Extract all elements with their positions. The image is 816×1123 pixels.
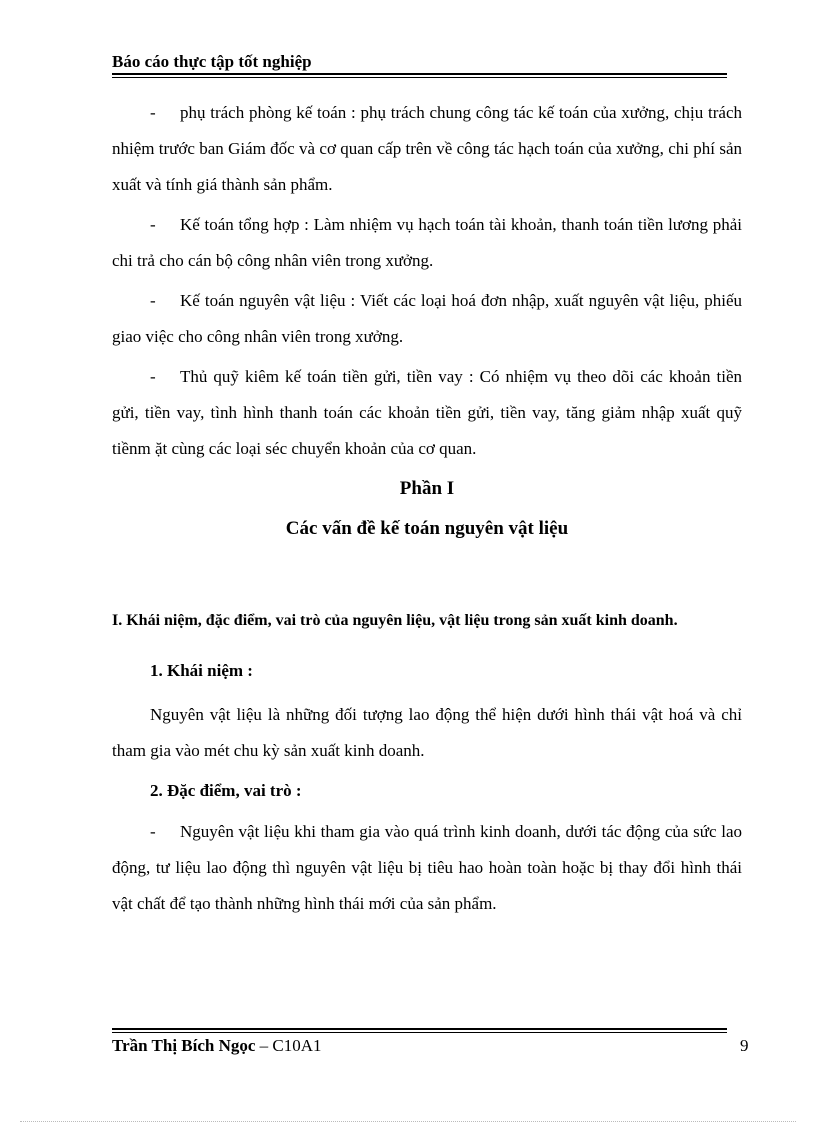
bullet-text-cont: tiền gửi, tiền vay, tình hình thanh toán các khoản tiền gửi, tiền vay, tăng giảm nhập xuất quỹ tiềnm ặt cùng các loại séc chuyển khoản của cơ quan.	[112, 367, 743, 458]
bullet-text: phụ trách phòng kế toán : phụ trách chung công tác kế toán của xưởng,	[180, 103, 670, 122]
bullet-paragraph	[112, 359, 742, 467]
bullet-dash: -	[150, 822, 156, 841]
header-rule-thin	[112, 77, 727, 78]
bullet-text: Kế toán tổng hợp : Làm nhiệm vụ hạch toán tài khoản, thanh toán tiền	[180, 215, 664, 234]
definition-paragraph	[112, 697, 742, 769]
footer-author	[112, 1036, 322, 1056]
footer-separator: –	[255, 1036, 273, 1055]
bullet-dash: -	[150, 291, 156, 310]
page-edge	[20, 1121, 796, 1122]
page-header-title: Báo cáo thực tập tốt nghiệp	[112, 52, 312, 71]
bullet-dash: -	[150, 103, 156, 122]
intro-bullets	[112, 95, 742, 471]
bullet-text-cont: chịu trách nhiệm trước ban Giám đốc và cơ quan cấp trên về công tác hạch toán của xưởng, chi phí sản xuất và tính giá thành sản phẩm.	[112, 103, 742, 194]
bullet-dash: -	[150, 367, 156, 386]
header-rule	[112, 73, 727, 75]
bullet-text: Nguyên vật liệu khi tham gia vào quá trình kinh doanh, dưới tác động của sức lao động, tư liệu lao động thì nguyên vật liệu bị tiêu hao hoàn toàn hoặc bị thay đổi hình thái vật chất để tạo thành những hình thái mới của sản phẩm.	[112, 822, 742, 913]
part-subtitle: Các vấn đề kế toán nguyên vật liệu	[285, 518, 569, 539]
page-number: 9	[740, 1036, 749, 1055]
bullet-text-cont: lương phải chi trả cho cán bộ công nhân viên trong xưởng.	[112, 215, 742, 270]
bullet-text: Thủ quỹ kiêm kế toán tiền gửi, tiền vay : Có nhiệm vụ theo dõi các khoản	[180, 367, 711, 386]
footer-rule-thin	[112, 1032, 727, 1033]
section-heading: I. Khái niệm, đặc điểm, vai trò của nguyên liệu, vật liệu trong sản xuất kinh doanh.	[112, 612, 678, 629]
part-title: Phần I	[399, 478, 455, 499]
characteristics-paragraph	[112, 814, 742, 922]
author-name: Trần Thị Bích Ngọc	[112, 1036, 256, 1055]
subsection-heading: 1. Khái niệm :	[150, 661, 253, 680]
subsection-heading: 2. Đặc điểm, vai trò :	[150, 781, 302, 800]
definition-text: Nguyên vật liệu là những đối tượng lao động thể hiện dưới hình thái vật hoá và chỉ tham gia vào mét chu kỳ sản xuất kinh doanh.	[112, 705, 742, 760]
bullet-text: Kế toán nguyên vật liệu : Viết các loại hoá đơn nhập, xuất nguyên vật	[180, 291, 665, 310]
footer-rule	[112, 1028, 727, 1030]
bullet-paragraph	[112, 283, 742, 355]
bullet-dash: -	[150, 215, 156, 234]
bullet-paragraph	[112, 207, 742, 279]
class-code: C10A1	[272, 1036, 322, 1055]
bullet-paragraph	[112, 95, 742, 203]
bullet-text-cont: liệu, phiếu giao việc cho công nhân viên trong xưởng.	[112, 291, 743, 346]
